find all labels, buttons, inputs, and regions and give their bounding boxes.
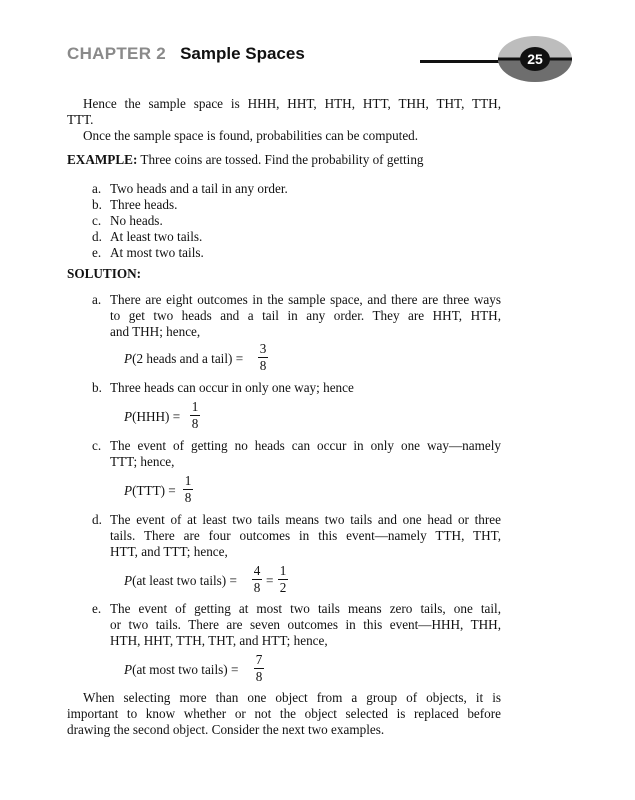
intro-line-1: Hence the sample space is HHH, HHT, HTH, HTT, THH, THT, TTH, xyxy=(83,96,501,111)
fraction-e: 7 8 xyxy=(255,652,263,684)
closing-line-3: drawing the second object. Consider the next two examples. xyxy=(67,722,385,737)
equation-e: P(at most two tails) = xyxy=(124,662,239,677)
closing-line-2: important to know whether or not the object selected is replaced before xyxy=(67,706,501,721)
solution-d-line-1: The event of at least two tails means two tails and one head or three xyxy=(110,512,501,527)
page-number: 25 xyxy=(527,51,543,67)
solution-e-line-3: HTH, HHT, TTH, THT, and HTT; hence, xyxy=(110,633,328,648)
solution-d-line-2: tails. There are four outcomes in this event—namely TTH, THT, xyxy=(110,528,501,543)
solution-e-letter: e. xyxy=(92,601,102,616)
page-number-badge xyxy=(495,34,573,84)
solution-b-line-1: Three heads can occur in only one way; hence xyxy=(110,380,354,395)
solution-e-line-2: or two tails. There are seven outcomes in this event—HHH, THH, xyxy=(110,617,501,632)
example-label: EXAMPLE: xyxy=(67,152,138,167)
intro-line-3: Once the sample space is found, probabilities can be computed. xyxy=(83,128,419,143)
solution-a-line-2: to get two heads and a tail in any order. They are HHT, HTH, xyxy=(110,308,501,323)
solution-b-letter: b. xyxy=(92,380,102,395)
solution-d-letter: d. xyxy=(92,512,102,527)
list-item: a. Two heads and a tail in any order. xyxy=(92,181,288,196)
fraction-d-1: 4 8 xyxy=(253,563,261,595)
chapter-heading xyxy=(67,44,305,64)
solution-a-line-1: There are eight outcomes in the sample space, and there are three ways xyxy=(110,292,501,307)
list-item: c. No heads. xyxy=(92,213,163,228)
solution-e-line-1: The event of getting at most two tails means zero tails, one tail, xyxy=(110,601,501,616)
chapter-title: Sample Spaces xyxy=(180,44,305,63)
fraction-b: 1 8 xyxy=(191,399,199,431)
fraction-d-2: 1 2 xyxy=(279,563,287,595)
closing-line-1: When selecting more than one object from a group of objects, it is xyxy=(83,690,501,705)
solution-c-letter: c. xyxy=(92,438,102,453)
equation-d-equals: = xyxy=(266,573,274,588)
list-item: b. Three heads. xyxy=(92,197,178,212)
list-item: d. At least two tails. xyxy=(92,229,203,244)
fraction-a: 3 8 xyxy=(259,341,267,373)
chapter-label: CHAPTER 2 xyxy=(67,44,167,63)
list-item: e. At most two tails. xyxy=(92,245,204,260)
intro-line-2: TTT. xyxy=(67,112,94,127)
equation-b: P(HHH) = xyxy=(124,409,181,424)
example-list xyxy=(92,181,288,261)
example-text: Three coins are tossed. Find the probability of getting xyxy=(137,152,424,167)
solution-a-letter: a. xyxy=(92,292,102,307)
solution-c-line-1: The event of getting no heads can occur in only one way—namely xyxy=(110,438,501,453)
solution-c-line-2: TTT; hence, xyxy=(110,454,175,469)
equation-a: P(2 heads and a tail) = xyxy=(124,351,244,366)
solution-d-line-3: HTT, and TTT; hence, xyxy=(110,544,228,559)
solution-a-line-3: and THH; hence, xyxy=(110,324,201,339)
example-statement xyxy=(67,152,424,168)
equation-d: P(at least two tails) = xyxy=(124,573,237,588)
equation-c: P(TTT) = xyxy=(124,483,176,498)
fraction-c: 1 8 xyxy=(184,473,192,505)
solution-label: SOLUTION: xyxy=(67,266,142,281)
